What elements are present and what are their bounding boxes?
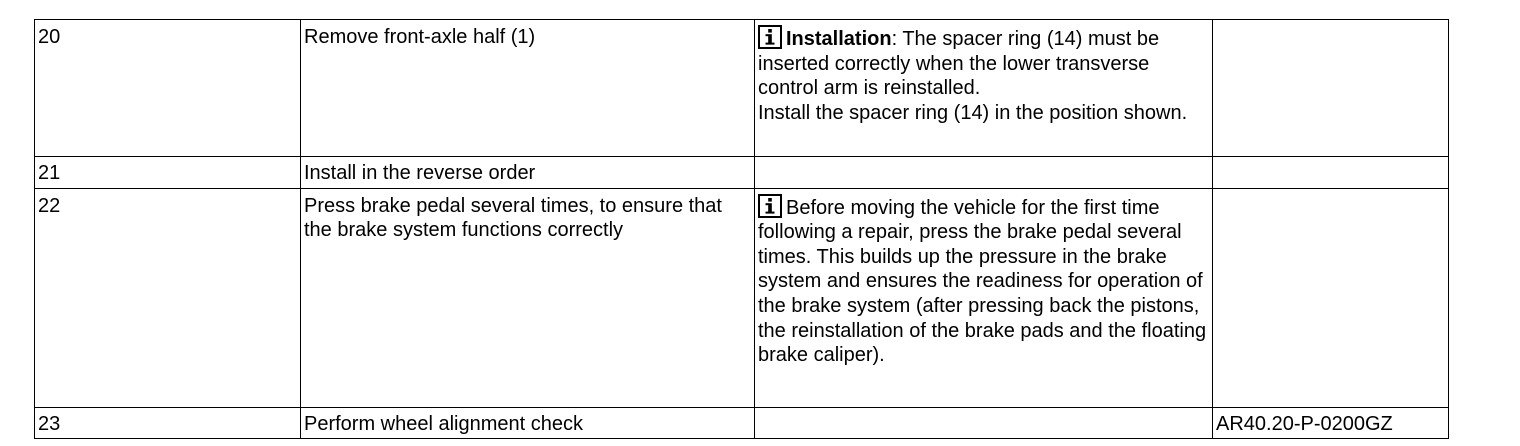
step-number: 23 (35, 407, 301, 439)
procedure-table (34, 19, 1449, 439)
step-action: Press brake pedal several times, to ensure that the brake system functions correctly (301, 188, 755, 407)
step-note (755, 20, 1213, 157)
table-row (35, 188, 1449, 407)
reference-link[interactable]: AR40.20-P-0200GZ (1213, 407, 1449, 439)
note-text: Before moving the vehicle for the first time following a repair, press the brake pedal several times. This builds up the pressure in the brake system and ensures the readiness for operation of the brake system (after pressing back the pistons, the reinstallation of the brake pads and the floating brake caliper). (758, 196, 1207, 367)
step-number: 21 (35, 157, 301, 189)
step-note (755, 407, 1213, 439)
step-number: 20 (35, 20, 301, 157)
info-icon (758, 25, 782, 49)
table-row (35, 407, 1449, 439)
step-action: Install in the reverse order (301, 157, 755, 189)
step-action: Perform wheel alignment check (301, 407, 755, 439)
reference-cell (1213, 20, 1449, 157)
installation-label: Installation (786, 28, 892, 50)
note-text: : The spacer ring (14) must be inserted correctly when the lower transverse control arm is reinstalled. (758, 28, 1160, 100)
step-number: 22 (35, 188, 301, 407)
note-text: Install the spacer ring (14) in the position shown. (758, 101, 1188, 124)
reference-cell (1213, 157, 1449, 189)
step-action: Remove front-axle half (1) (301, 20, 755, 157)
step-note (755, 157, 1213, 189)
info-icon (758, 194, 782, 218)
reference-cell (1213, 188, 1449, 407)
step-note (755, 188, 1213, 407)
table-row (35, 157, 1449, 189)
table-row (35, 20, 1449, 157)
